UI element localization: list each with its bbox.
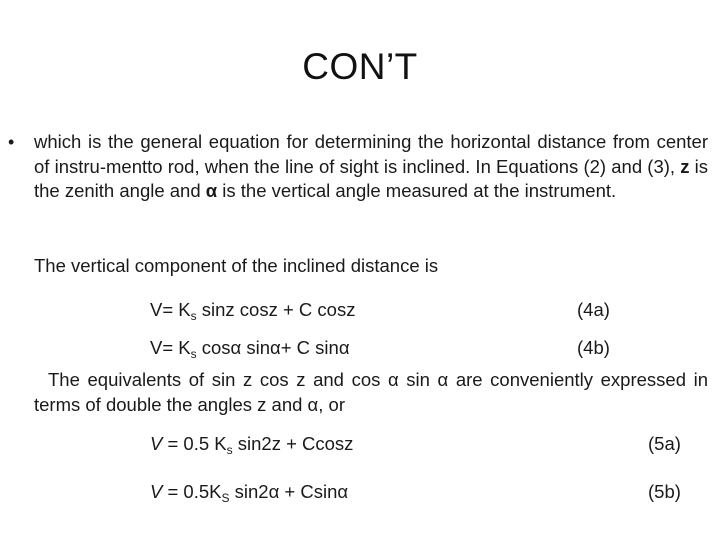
vertical-component-intro: The vertical component of the inclined distance is (34, 255, 439, 276)
equation-5a (150, 432, 353, 456)
eq-5a-lhs: = 0.5 K (162, 433, 227, 454)
eq-4a-lhs: V= K (150, 299, 191, 320)
bullet-paragraph (8, 130, 708, 204)
eq-4b-rhs: cosα sinα+ C sinα (196, 337, 350, 358)
bullet-text-part-2: is the zenith angle and (34, 155, 708, 201)
equation-5b (150, 480, 348, 504)
bullet-text-part-1: which is the general equation for determining the horizontal distance from center of instru-mentto rod, when the line of sight is inclined. In Equations (2) and (3), (34, 131, 708, 177)
equation-4b (150, 336, 350, 360)
equation-5b-number: (5b) (648, 481, 681, 502)
bullet-text-part-3: is the vertical angle measured at the instrument. (217, 180, 617, 201)
eq-4b-subscript: s (190, 347, 197, 361)
equation-4a (150, 298, 355, 322)
eq-5b-rhs: sin2α + Csinα (229, 481, 349, 502)
equation-4b-number: (4b) (577, 337, 610, 358)
eq-5a-subscript: s (226, 443, 233, 457)
slide-title: CON’T (302, 46, 418, 87)
eq-5b-lhs: = 0.5K (162, 481, 222, 502)
eq-5a-v: V (150, 433, 163, 454)
eq-4a-rhs: sinz cosz + C cosz (196, 299, 356, 320)
equation-5a-number: (5a) (648, 433, 681, 454)
eq-5a-rhs: sin2z + Ccosz (232, 433, 354, 454)
bullet-marker: • (8, 132, 15, 152)
eq-4a-subscript: s (190, 309, 197, 323)
zenith-symbol: z (680, 155, 690, 177)
double-angle-paragraph: The equivalents of sin z cos z and cos α sin α are conveniently expressed in terms of double the angles z and α, or (34, 369, 708, 415)
eq-5b-v: V (150, 481, 163, 502)
equation-4a-number: (4a) (577, 299, 610, 320)
alpha-symbol: α (205, 180, 218, 201)
eq-5b-subscript: S (221, 491, 230, 505)
eq-4b-lhs: V= K (150, 337, 191, 358)
